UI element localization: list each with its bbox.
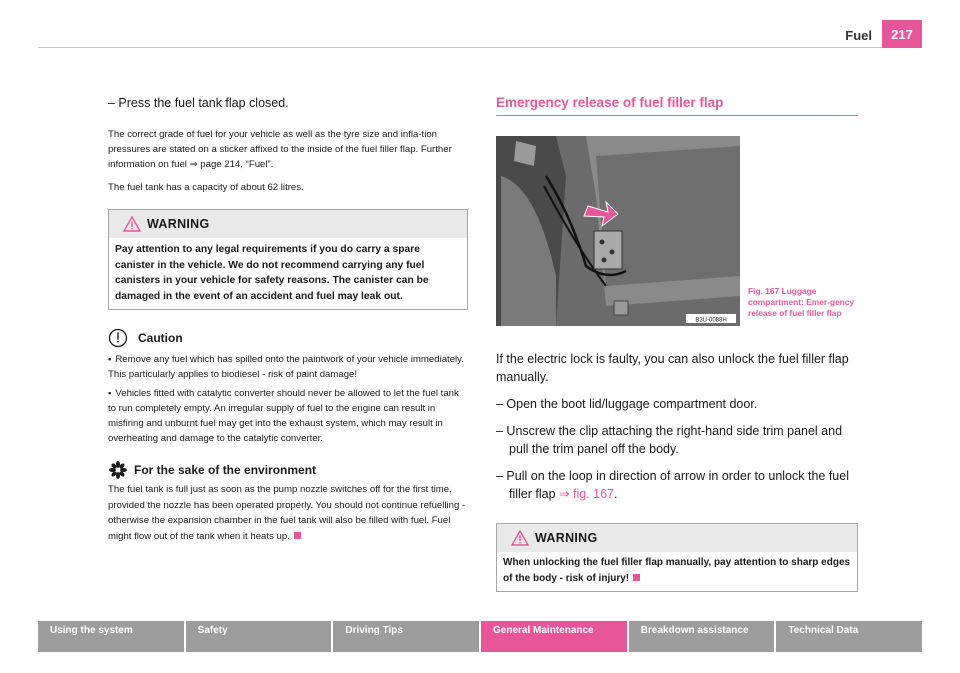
step-open-boot: – Open the boot lid/luggage compartment door.: [496, 397, 758, 411]
figure-caption: Fig. 167 Luggage compartment: Emer-gency release of fuel filler flap: [748, 286, 855, 318]
section-end-marker: [294, 532, 301, 539]
warning-title: WARNING: [147, 217, 210, 231]
left-column: [108, 95, 468, 544]
caution-exclamation-icon: [108, 328, 128, 348]
tab-technical-data[interactable]: Technical Data: [776, 621, 922, 652]
header-rule: [38, 47, 922, 48]
figure-code: B3U-0088H: [695, 317, 727, 324]
caution-title: Caution: [138, 331, 183, 345]
page-number: 217: [882, 20, 922, 48]
environment-text-body: The fuel tank is full just as soon as the pump nozzle switches off for the first time, provided the nozzle has been operated properly. You should not continue refuelling - otherwise the expansion chamber in the fuel tank will also be filled with fuel. Fuel might flow out of the tank when it heats up.: [108, 484, 466, 542]
caution-header: [108, 328, 468, 348]
caution-bullet-catalytic: [108, 386, 468, 446]
warning-text-2: [497, 552, 857, 591]
luggage-compartment-illustration: [496, 136, 740, 326]
tab-safety[interactable]: Safety: [186, 621, 332, 652]
warning-box: [108, 209, 468, 310]
warning-box-2: [496, 523, 858, 592]
tank-capacity-paragraph: The fuel tank has a capacity of about 62 litres.: [108, 182, 304, 193]
warning-text-2-body: When unlocking the fuel filler flap manually, pay attention to sharp edges of the body - risk of injury!: [503, 557, 851, 584]
tab-driving-tips[interactable]: Driving Tips: [333, 621, 479, 652]
tab-general-maintenance[interactable]: General Maintenance: [481, 621, 627, 652]
warning-header-2: [497, 524, 857, 552]
warning-triangle-icon: [511, 530, 529, 546]
chapter-nav: [38, 621, 922, 652]
tab-using-the-system[interactable]: Using the system: [38, 621, 184, 652]
environment-header: [108, 460, 468, 480]
warning-text: Pay attention to any legal requirements if you do carry a spare canister in the vehicle. We do not recommend carrying any fuel canisters in your vehicle for safety reasons. The canister can be damaged in the event of an accident and fuel may leak out.: [115, 244, 429, 302]
bullet-dot: •: [108, 354, 112, 365]
warning-title-2: WARNING: [535, 531, 598, 545]
bullet-dot: •: [108, 388, 112, 399]
step-close-flap: – Press the fuel tank flap closed.: [108, 96, 289, 110]
section-end-marker: [633, 574, 640, 581]
warning-triangle-icon: [123, 216, 141, 232]
fuel-grade-paragraph: The correct grade of fuel for your vehicle as well as the tyre size and infla-tion pressures are stated on a sticker affixed to the inside of the fuel filler flap. Further information on fuel ⇒ page 214, “Fuel”.: [108, 129, 452, 170]
step-pull-loop: [496, 467, 858, 503]
step-pull-loop-end: .: [613, 487, 618, 501]
section-title: Fuel: [845, 28, 872, 43]
step-pull-loop-text: – Pull on the loop in direction of arrow in order to unlock the fuel filler flap: [496, 469, 849, 501]
figure-167: [496, 136, 858, 326]
right-column: [496, 95, 858, 592]
flower-icon: [108, 460, 128, 480]
caution-bullet-paint-text: Remove any fuel which has spilled onto the paintwork of your vehicle immediately. This particularly applies to biodiesel - risk of paint damage!: [108, 354, 464, 380]
emergency-release-title: Emergency release of fuel filler flap: [496, 95, 858, 116]
warning-header: [109, 210, 467, 238]
tab-breakdown-assistance[interactable]: Breakdown assistance: [629, 621, 775, 652]
figure-167-link[interactable]: ⇒ fig. 167: [559, 487, 614, 501]
step-remove-trim: – Unscrew the clip attaching the right-hand side trim panel and pull the trim panel off the body.: [496, 424, 843, 456]
intro-paragraph: If the electric lock is faulty, you can also unlock the fuel filler flap manually.: [496, 352, 849, 384]
caution-bullet-paint: [108, 352, 468, 382]
environment-title: For the sake of the environment: [134, 463, 317, 477]
environment-text: [108, 482, 468, 544]
caution-bullet-catalytic-text: Vehicles fitted with catalytic converter should never be allowed to let the fuel tank to run completely empty. An irregular supply of fuel to the engine can result in misfiring and unburnt fuel may get into the exhaust system, which may result in overheating and damage to the catalytic converter.: [108, 388, 459, 444]
